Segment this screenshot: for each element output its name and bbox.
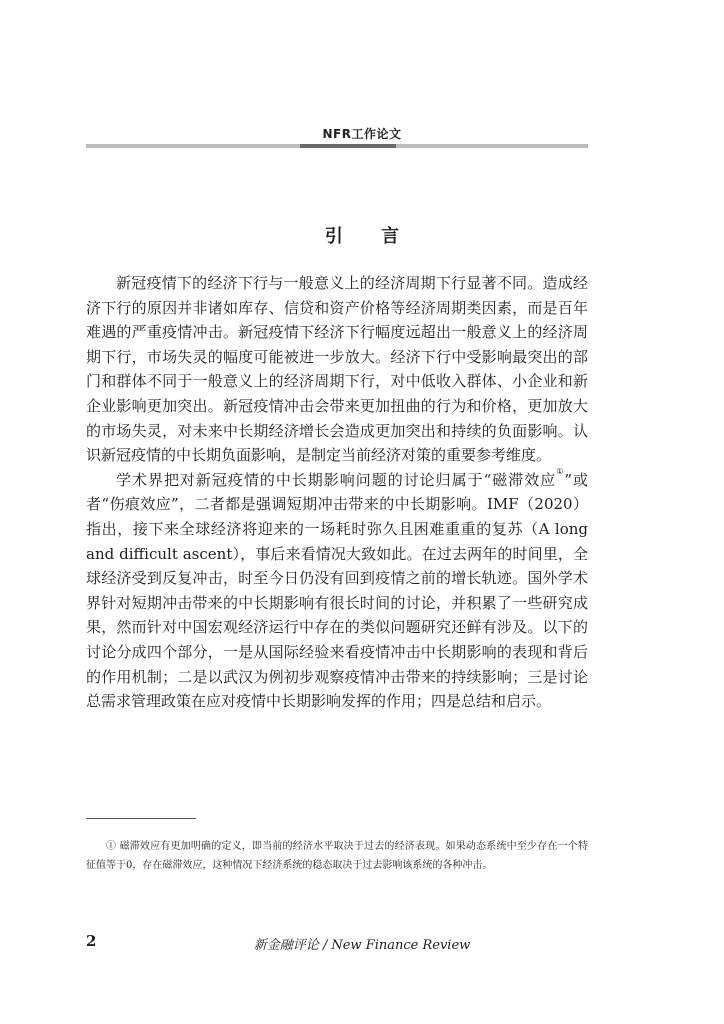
body-text <box>86 271 588 714</box>
journal-name: 新金融评论 / New Finance Review <box>253 938 471 953</box>
footnote-text: 磁滞效应有更加明确的定义，即当前的经济水平取决于过去的经济表现。如果动态系统中至少存在一个特征值等于0，存在磁滞效应，这种情况下经济系统的稳态取决于过去影响该系统的各种冲击。 <box>86 841 588 871</box>
section-title: 引 言 <box>324 226 416 247</box>
paragraph-2-part-2: ”或者“伤痕效应”，二者都是强调短期冲击带来的中长期影响。IMF（2020）指出，接下来全球经济将迎来的一场耗时弥久且困难重重的复苏（A long and difficult ascent），事后来看情况大致如此。在过去两年的时间里，全球经济受到反复冲击，时至今日仍没有回到疫情之前的增长轨迹。国外学术界针对短期冲击带来的中长期影响有很长时间的讨论，并积累了一些研究成果，然而针对中国宏观经济运行中存在的类似问题研究还鲜有涉及。以下的讨论分成四个部分，一是从国际经验来看疫情冲击中长期影响的表现和背后的作用机制；二是以武汉为例初步观察疫情冲击带来的持续影响；三是讨论总需求管理政策在应对疫情中长期影响发挥的作用；四是总结和启示。 <box>86 470 589 711</box>
footnote-marker: ① <box>106 841 117 852</box>
footnote-ref[interactable]: ① <box>556 466 565 476</box>
page-number: 2 <box>86 932 97 950</box>
paragraph-2-part-1: 学术界把对新冠疫情的中长期影响问题的讨论归属于“磁滞效应 <box>116 470 557 489</box>
paragraph-1: 新冠疫情下的经济下行与一般意义上的经济周期下行显著不同。造成经济下行的原因并非诸如库存、信贷和资产价格等经济周期类因素，而是百年难遇的严重疫情冲击。新冠疫情下经济下行幅度远超出一般意义上的经济周期下行，市场失灵的幅度可能被进一步放大。经济下行中受影响最突出的部门和群体不同于一般意义上的经济周期下行，对中低收入群体、小企业和新企业影响更加突出。新冠疫情冲击会带来更加扭曲的行为和价格，更加放大的市场失灵，对未来中长期经济增长会造成更加突出和持续的负面影响。认识新冠疫情的中长期负面影响，是制定当前经济对策的重要参考维度。 <box>86 274 588 465</box>
footnote <box>86 837 588 875</box>
footnote-rule <box>86 818 196 819</box>
running-header: NFR工作论文 <box>322 127 402 141</box>
header-rule-accent <box>300 144 396 148</box>
paragraph-2 <box>86 468 588 714</box>
